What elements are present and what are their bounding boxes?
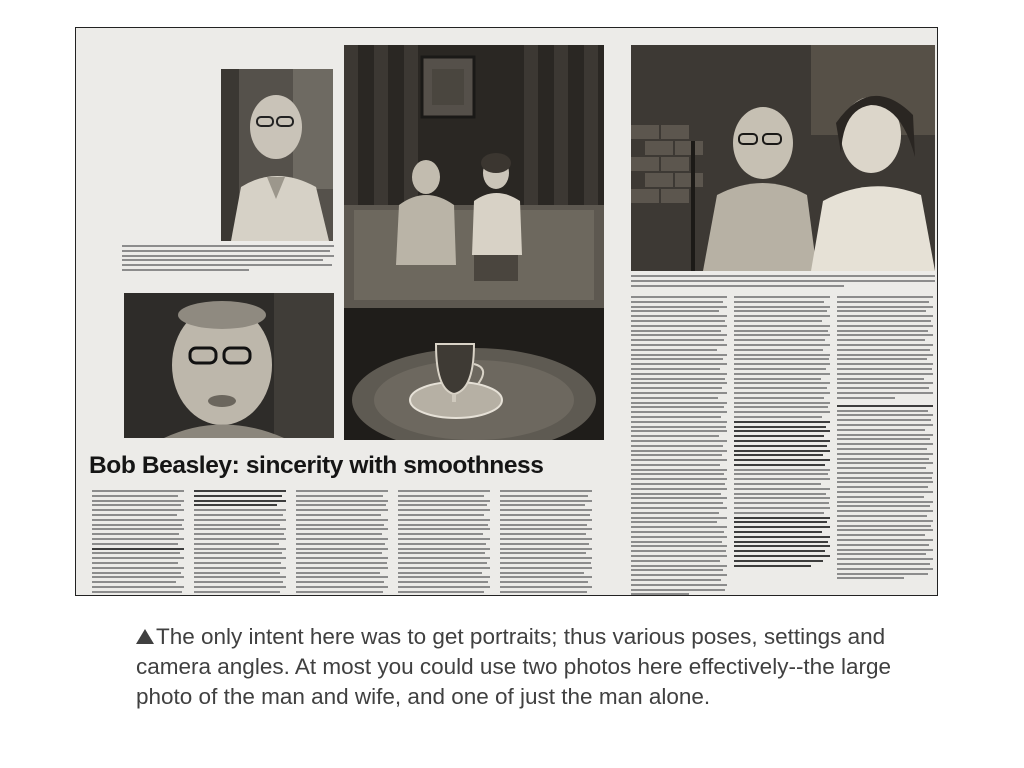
article-column-bottom-5 [500,490,592,596]
article-column-bottom-1 [92,490,184,596]
photo-man-portrait [221,69,333,241]
slide-caption [136,622,896,712]
triangle-up-icon [136,629,154,644]
article-column-right-2 [734,296,830,569]
photo-glass-table [344,308,604,440]
clipping-headline: Bob Beasley: sincerity with smoothness [89,452,544,479]
photo-man-closeup [124,293,334,438]
photo-caption-large [631,275,935,289]
article-column-bottom-2 [194,490,286,596]
photo-couple-large [631,45,935,271]
article-column-bottom-4 [398,490,490,596]
photo-caption-small [122,245,334,274]
caption-text: The only intent here was to get portraits; thus various poses, settings and camera angles. At most you could use two photos here effectively--the large photo of the man and wife, and one of just the man alone. [136,624,891,709]
article-column-right-3 [837,296,933,582]
photo-couple-sofa [344,45,604,315]
article-column-right-1 [631,296,727,596]
article-column-bottom-3 [296,490,388,596]
newspaper-clipping [75,27,938,596]
